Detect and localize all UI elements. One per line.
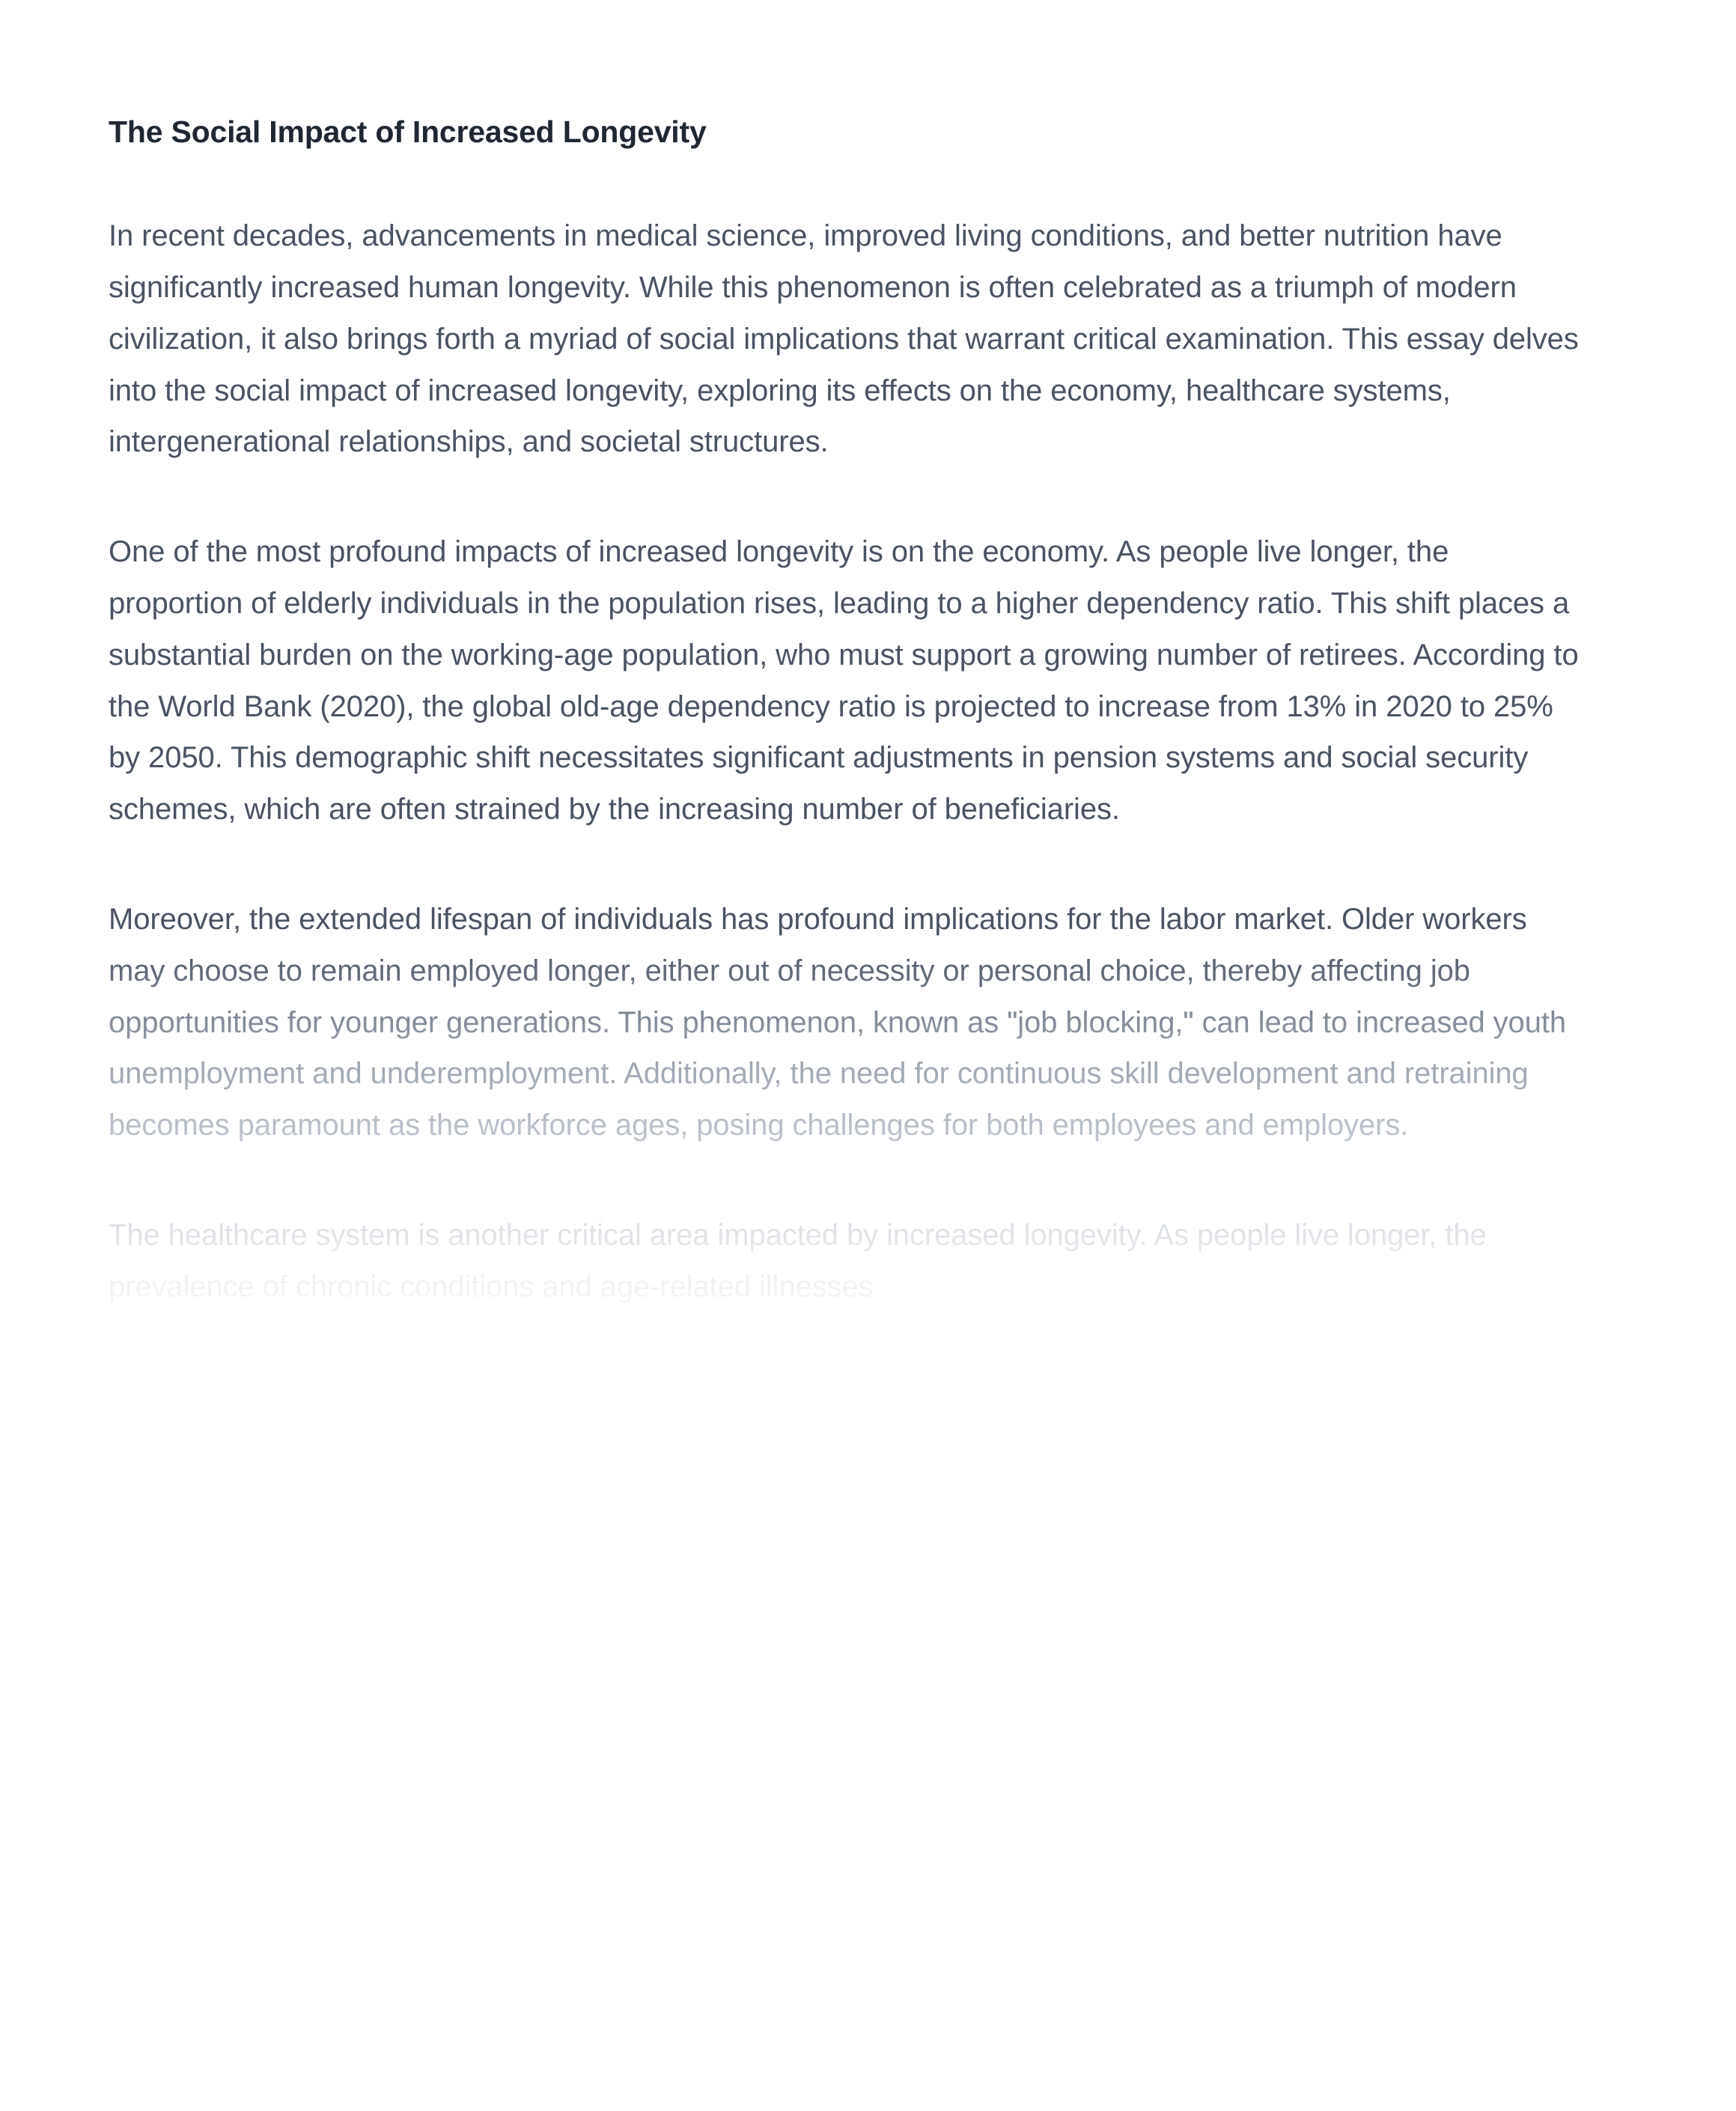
paragraph-2: One of the most profound impacts of increased longevity is on the economy. As people live longer, the proportion of elderly individuals in the population rises, leading to a higher dependency ratio. This shift places a substantial burden on the working-age population, who must support a growing number of retirees. According to the World Bank (2020), the global old-age dependency ratio is projected to increase from 13% in 2020 to 25% by 2050. This demographic shift necessitates significant adjustments in pension systems and social security schemes, which are often strained by the increasing number of beneficiaries.: [109, 535, 1579, 826]
paragraph-3: Moreover, the extended lifespan of individuals has profound implications for the labor market. Older workers may choose to remain employed longer, either out of necessity or personal choice, thereby affecting job opportunities for younger generations. This phenomenon, known as "job blocking," can lead to increased youth unemployment and underemployment. Additionally, the need for continuous skill development and retraining becomes paramount as the workforce ages, posing challenges for both employees and employers.: [109, 894, 1587, 1151]
page-title: The Social Impact of Increased Longevity: [109, 115, 707, 149]
paragraph-4: The healthcare system is another critical area impacted by increased longevity. As people live longer, the prevalence of chronic conditions and age-related illnesses: [109, 1210, 1587, 1313]
paragraph-1: In recent decades, advancements in medical science, improved living conditions, and better nutrition have significantly increased human longevity. While this phenomenon is often celebrated as a triumph of modern civilization, it also brings forth a myriad of social implications that warrant critical examination. This essay delves into the social impact of increased longevity, exploring its effects on the economy, healthcare systems, intergenerational relationships, and societal structures.: [109, 219, 1579, 459]
bottom-fade-overlay: [0, 1916, 1736, 2111]
